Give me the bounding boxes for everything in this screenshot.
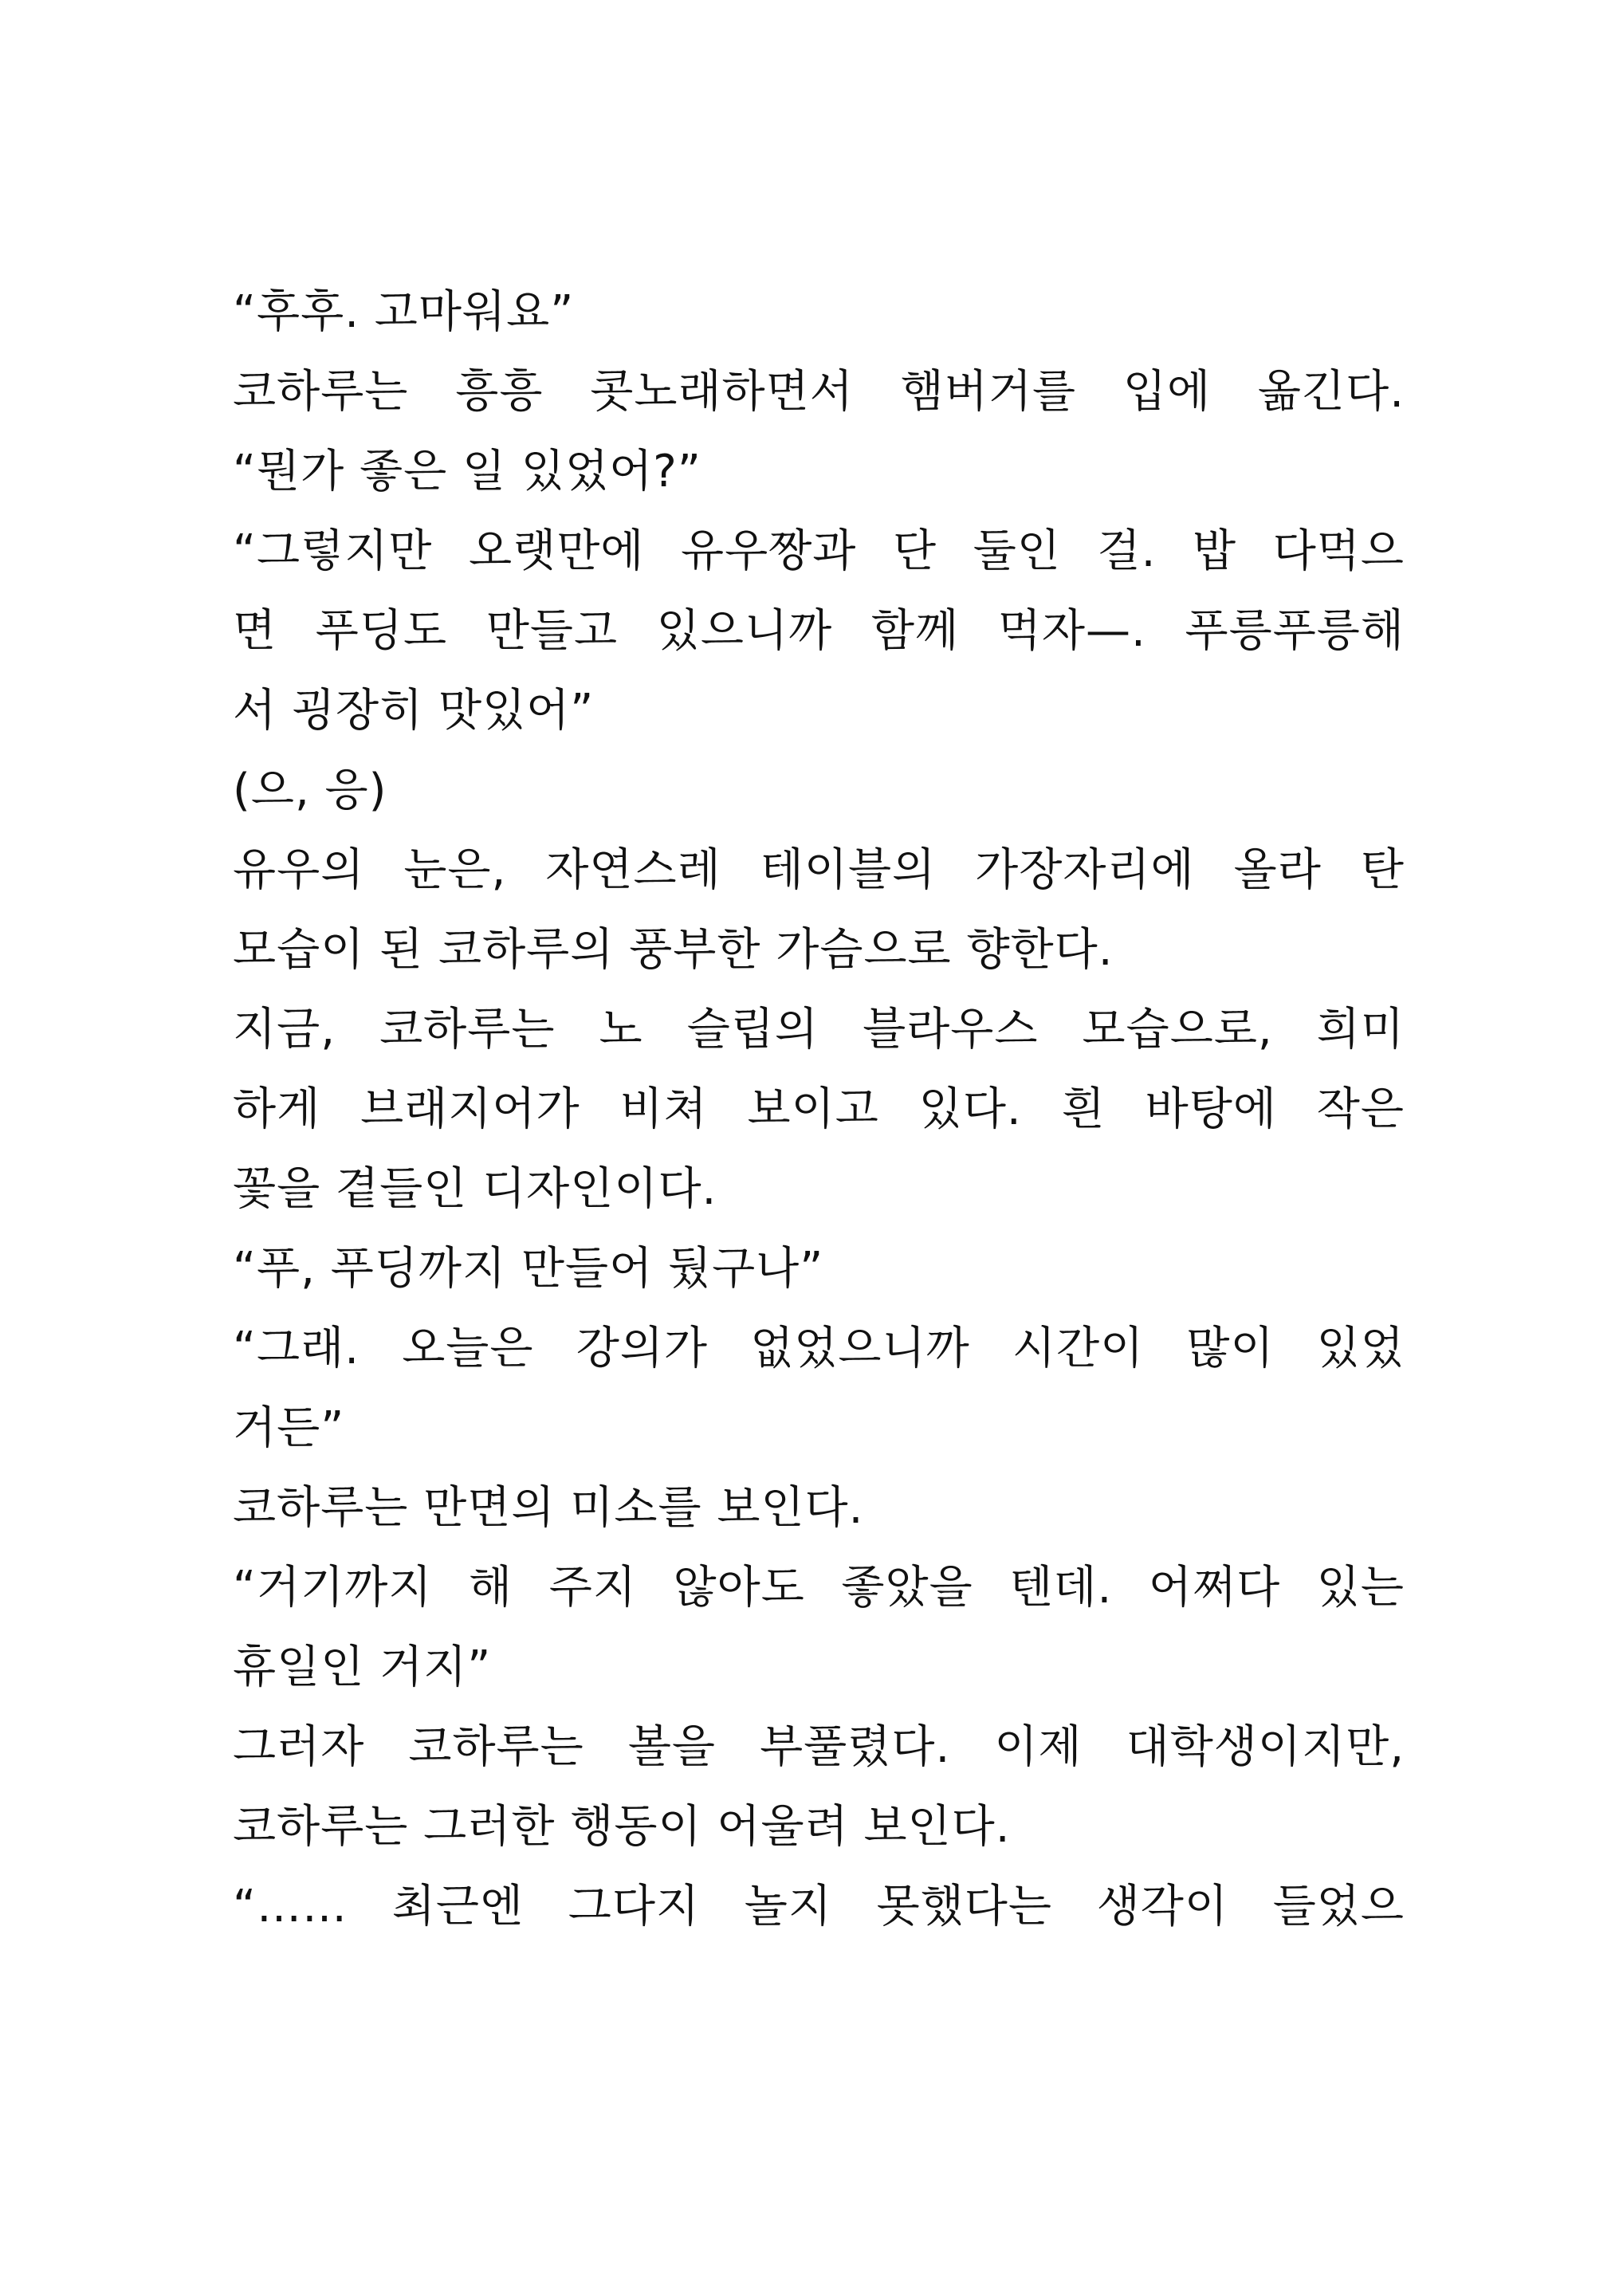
text-line-4: “그렇지만 오랫만에 유우짱과 단 둘인 걸. 밥 다먹으 [233,525,1405,577]
text-line-11: 하게 브래지어가 비쳐 보이고 있다. 흰 바탕에 작은 [233,1083,1405,1135]
text-line-20: 코하루는 그러한 행동이 어울려 보인다. [233,1801,1011,1853]
text-line-15: 거든” [233,1402,345,1454]
text-line-3: “뭔가 좋은 일 있었어?” [233,446,701,497]
text-line-13: “푸, 푸딩까지 만들어 뒀구나” [233,1243,824,1295]
text-line-19: 그러자 코하루는 볼을 부풀렸다. 이제 대학생이지만, [233,1721,1405,1773]
text-line-2: 코하루는 흥흥 콧노래하면서 햄버거를 입에 옮긴다. [233,366,1405,418]
text-line-1: “후후. 고마워요” [233,286,575,338]
text-line-9: 모습이 된 코하루의 풍부한 가슴으로 향한다. [233,924,1114,976]
text-line-10: 지금, 코하루는 노 슬립의 블라우스 모습으로, 희미 [233,1004,1405,1056]
text-line-6: 서 굉장히 맛있어” [233,685,595,737]
text-line-14: “그래. 오늘은 강의가 없었으니까 시간이 많이 있었 [233,1323,1405,1374]
text-line-16: 코하루는 만면의 미소를 보인다. [233,1482,864,1534]
text-line-21: “…… 최근엔 그다지 놀지 못했다는 생각이 들었으 [233,1881,1405,1932]
text-line-12: 꽃을 곁들인 디자인이다. [233,1163,717,1215]
text-line-7: (으, 응) [233,765,387,816]
text-line-18: 휴일인 거지” [233,1641,492,1693]
text-line-5: 면 푸딩도 만들고 있으니까 함께 먹자—. 푸릉푸릉해 [233,605,1405,657]
text-line-8: 유우의 눈은, 자연스레 테이블의 가장자리에 올라 탄 [233,844,1405,896]
text-line-17: “거기까지 해 주지 않아도 좋았을 텐데. 어쩌다 있는 [233,1562,1405,1614]
